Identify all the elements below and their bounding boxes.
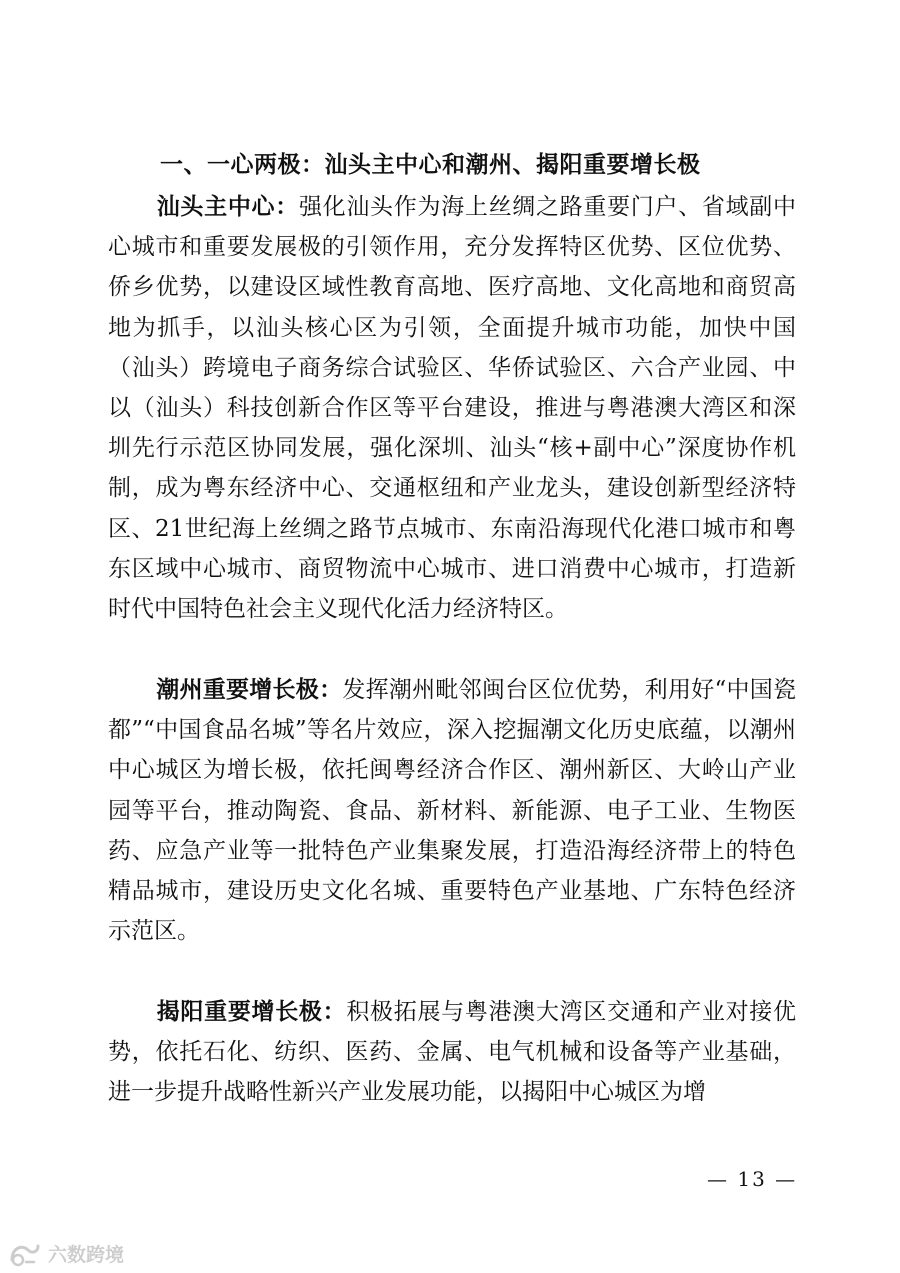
watermark [8,1236,124,1270]
watermark-text: 六数跨境 [48,1243,125,1266]
paragraph-shantou [108,187,796,629]
page-number: — 13 — [707,1167,798,1191]
paragraph-lead: 汕头主中心： [156,194,299,220]
paragraph-lead: 揭阳重要增长极： [156,999,347,1025]
section-heading: 一、一心两极：汕头主中心和潮州、揭阳重要增长极 [160,152,701,178]
paragraph-jieyang [108,992,796,1113]
brand-logo-icon [8,1238,42,1268]
paragraph-body: 发挥潮州毗邻闽台区位优势，利用好“中国瓷都”“中国食品名城”等名片效应，深入挖掘潮文化历史底蕴，以潮州中心城区为增长极，依托闽粤经济合作区、潮州新区、大岭山产业园等平台，推动陶瓷、食品、新材料、新能源、电子工业、生物医药、应急产业等一批特色产业集聚发展，打造沿海经济带上的特色精品城市，建设历史文化名城、重要特色产业基地、广东特色经济示范区。 [108,677,796,945]
paragraph-body: 强化汕头作为海上丝绸之路重要门户、省域副中心城市和重要发展极的引领作用，充分发挥特区优势、区位优势、侨乡优势，以建设区域性教育高地、医疗高地、文化高地和商贸高地为抓手，以汕头核心区为引领，全面提升城市功能，加快中国（汕头）跨境电子商务综合试验区、华侨试验区、六合产业园、中以（汕头）科技创新合作区等平台建设，推进与粤港澳大湾区和深圳先行示范区协同发展，强化深圳、汕头“核+副中心”深度协作机制，成为粤东经济中心、交通枢纽和产业龙头，建设创新型经济特区、21世纪海上丝绸之路节点城市、东南沿海现代化港口城市和粤东区域中心城市、商贸物流中心城市、进口消费中心城市，打造新时代中国特色社会主义现代化活力经济特区。 [108,194,797,623]
paragraph-lead: 潮州重要增长极： [156,677,343,703]
paragraph-chaozhou [108,670,796,951]
paragraph-body: 积极拓展与粤港澳大湾区交通和产业对接优势，依托石化、纺织、医药、金属、电气机械和设备等产业基础，进一步提升战略性新兴产业发展功能，以揭阳中心城区为增 [108,999,797,1106]
